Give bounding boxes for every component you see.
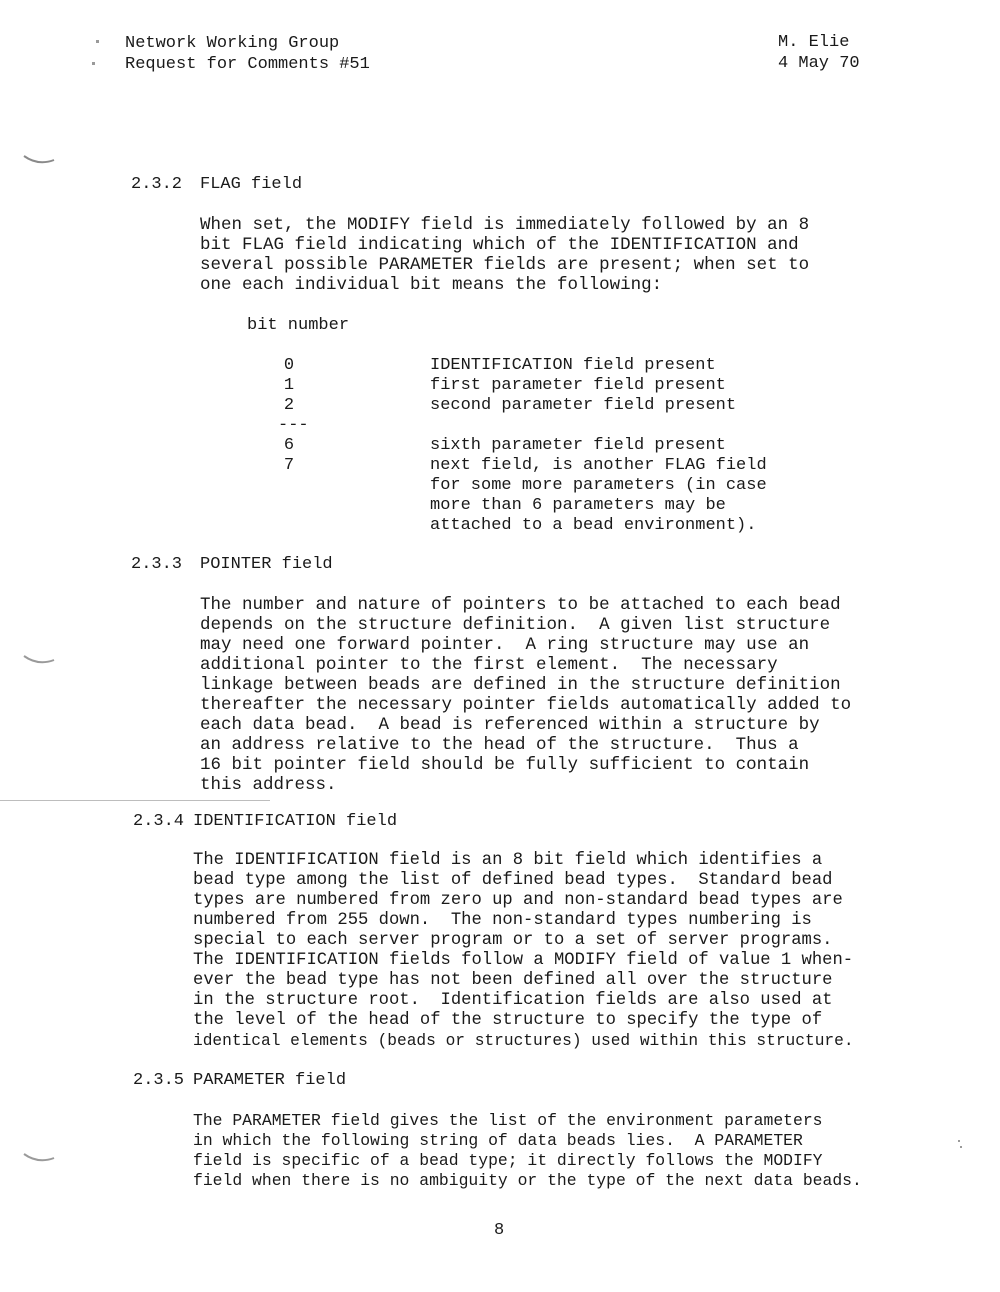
section-title: FLAG field bbox=[200, 175, 303, 194]
body-line: The number and nature of pointers to be attached to each bead bbox=[200, 595, 841, 615]
bit-meaning: first parameter field present bbox=[430, 376, 726, 395]
scan-artifact-line bbox=[0, 800, 270, 801]
section-title: IDENTIFICATION field bbox=[193, 812, 398, 831]
bit-meaning: second parameter field present bbox=[430, 396, 737, 415]
header-left-line1: Network Working Group bbox=[125, 34, 340, 53]
body-line: one each individual bit means the following: bbox=[200, 275, 663, 295]
body-line: field is specific of a bead type; it directly follows the MODIFY bbox=[193, 1151, 823, 1170]
bit-number: 2 bbox=[283, 396, 295, 415]
body-line: in which the following string of data beads lies. A PARAMETER bbox=[193, 1131, 803, 1150]
header-right-line2: 4 May 70 bbox=[778, 54, 860, 73]
page-number: 8 bbox=[494, 1221, 505, 1240]
body-line: thereafter the necessary pointer fields automatically added to bbox=[200, 695, 852, 715]
section-title: PARAMETER field bbox=[193, 1071, 347, 1090]
section-body bbox=[200, 215, 809, 295]
body-line: field when there is no ambiguity or the type of the next data beads. bbox=[193, 1171, 862, 1190]
section-number: 2.3.4 bbox=[133, 812, 185, 831]
body-line: linkage between beads are defined in the structure definition bbox=[200, 675, 841, 695]
body-line: additional pointer to the first element. The necessary bbox=[200, 655, 778, 675]
bit-meaning: sixth parameter field present bbox=[430, 436, 726, 455]
section-number: 2.3.5 bbox=[133, 1071, 185, 1090]
header-right-line1: M. Elie bbox=[778, 33, 850, 52]
section-number: 2.3.2 bbox=[131, 175, 183, 194]
scan-speck bbox=[960, 1146, 962, 1148]
section-title: POINTER field bbox=[200, 555, 333, 574]
body-line: several possible PARAMETER fields are present; when set to bbox=[200, 255, 810, 275]
body-line: numbered from 255 down. The non-standard types numbering is bbox=[193, 911, 812, 930]
section-body bbox=[200, 595, 851, 795]
section-number: 2.3.3 bbox=[131, 555, 183, 574]
body-line: in the structure root. Identification fields are also used at bbox=[193, 991, 833, 1010]
body-line: the level of the head of the structure to specify the type of bbox=[193, 1011, 823, 1030]
body-line: The IDENTIFICATION fields follow a MODIFY field of value 1 when- bbox=[193, 951, 854, 970]
bit-number: 0 bbox=[283, 356, 295, 375]
punch-hole-mark bbox=[20, 650, 60, 670]
body-line: each data bead. A bead is referenced within a structure by bbox=[200, 715, 820, 735]
body-line: When set, the MODIFY field is immediately followed by an 8 bbox=[200, 215, 810, 235]
bit-table-header: bit number bbox=[247, 316, 350, 335]
body-line: The IDENTIFICATION field is an 8 bit field which identifies a bbox=[193, 851, 823, 870]
body-line: types are numbered from zero up and non-standard bead types are bbox=[193, 891, 843, 910]
body-line: identical elements (beads or structures) used within this structure. bbox=[193, 1032, 854, 1050]
body-line: 16 bit pointer field should be fully sufficient to contain bbox=[200, 755, 810, 775]
bit-meaning bbox=[430, 416, 767, 436]
body-line: special to each server program or to a set of server programs. bbox=[193, 931, 833, 950]
body-line: The PARAMETER field gives the list of the environment parameters bbox=[193, 1111, 823, 1130]
scan-speck bbox=[96, 40, 99, 43]
punch-hole-mark bbox=[20, 150, 60, 170]
punch-hole-mark bbox=[20, 1148, 60, 1168]
bit-number: 7 bbox=[283, 456, 295, 475]
bit-number: --- bbox=[278, 416, 309, 435]
bit-meaning: more than 6 parameters may be bbox=[430, 496, 726, 515]
bit-meaning: next field, is another FLAG field bbox=[430, 456, 767, 475]
body-line: ever the bead type has not been defined all over the structure bbox=[193, 971, 833, 990]
bit-number: 1 bbox=[283, 376, 295, 395]
header-left-line2: Request for Comments #51 bbox=[125, 55, 370, 74]
body-line: may need one forward pointer. A ring structure may use an bbox=[200, 635, 810, 655]
bit-meaning-column bbox=[430, 356, 767, 536]
scan-speck bbox=[958, 1140, 960, 1142]
bit-meaning: IDENTIFICATION field present bbox=[430, 356, 716, 375]
body-line: this address. bbox=[200, 775, 337, 795]
body-line: depends on the structure definition. A given list structure bbox=[200, 615, 831, 635]
section-body bbox=[193, 851, 854, 1051]
section-body bbox=[193, 1111, 862, 1191]
bit-meaning: for some more parameters (in case bbox=[430, 476, 767, 495]
body-line: bead type among the list of defined bead types. Standard bead bbox=[193, 871, 833, 890]
bit-meaning: attached to a bead environment). bbox=[430, 516, 757, 535]
bit-number-column bbox=[278, 356, 309, 476]
body-line: an address relative to the head of the structure. Thus a bbox=[200, 735, 799, 755]
body-line: bit FLAG field indicating which of the IDENTIFICATION and bbox=[200, 235, 799, 255]
scan-speck bbox=[92, 62, 95, 65]
bit-number: 6 bbox=[283, 436, 295, 455]
